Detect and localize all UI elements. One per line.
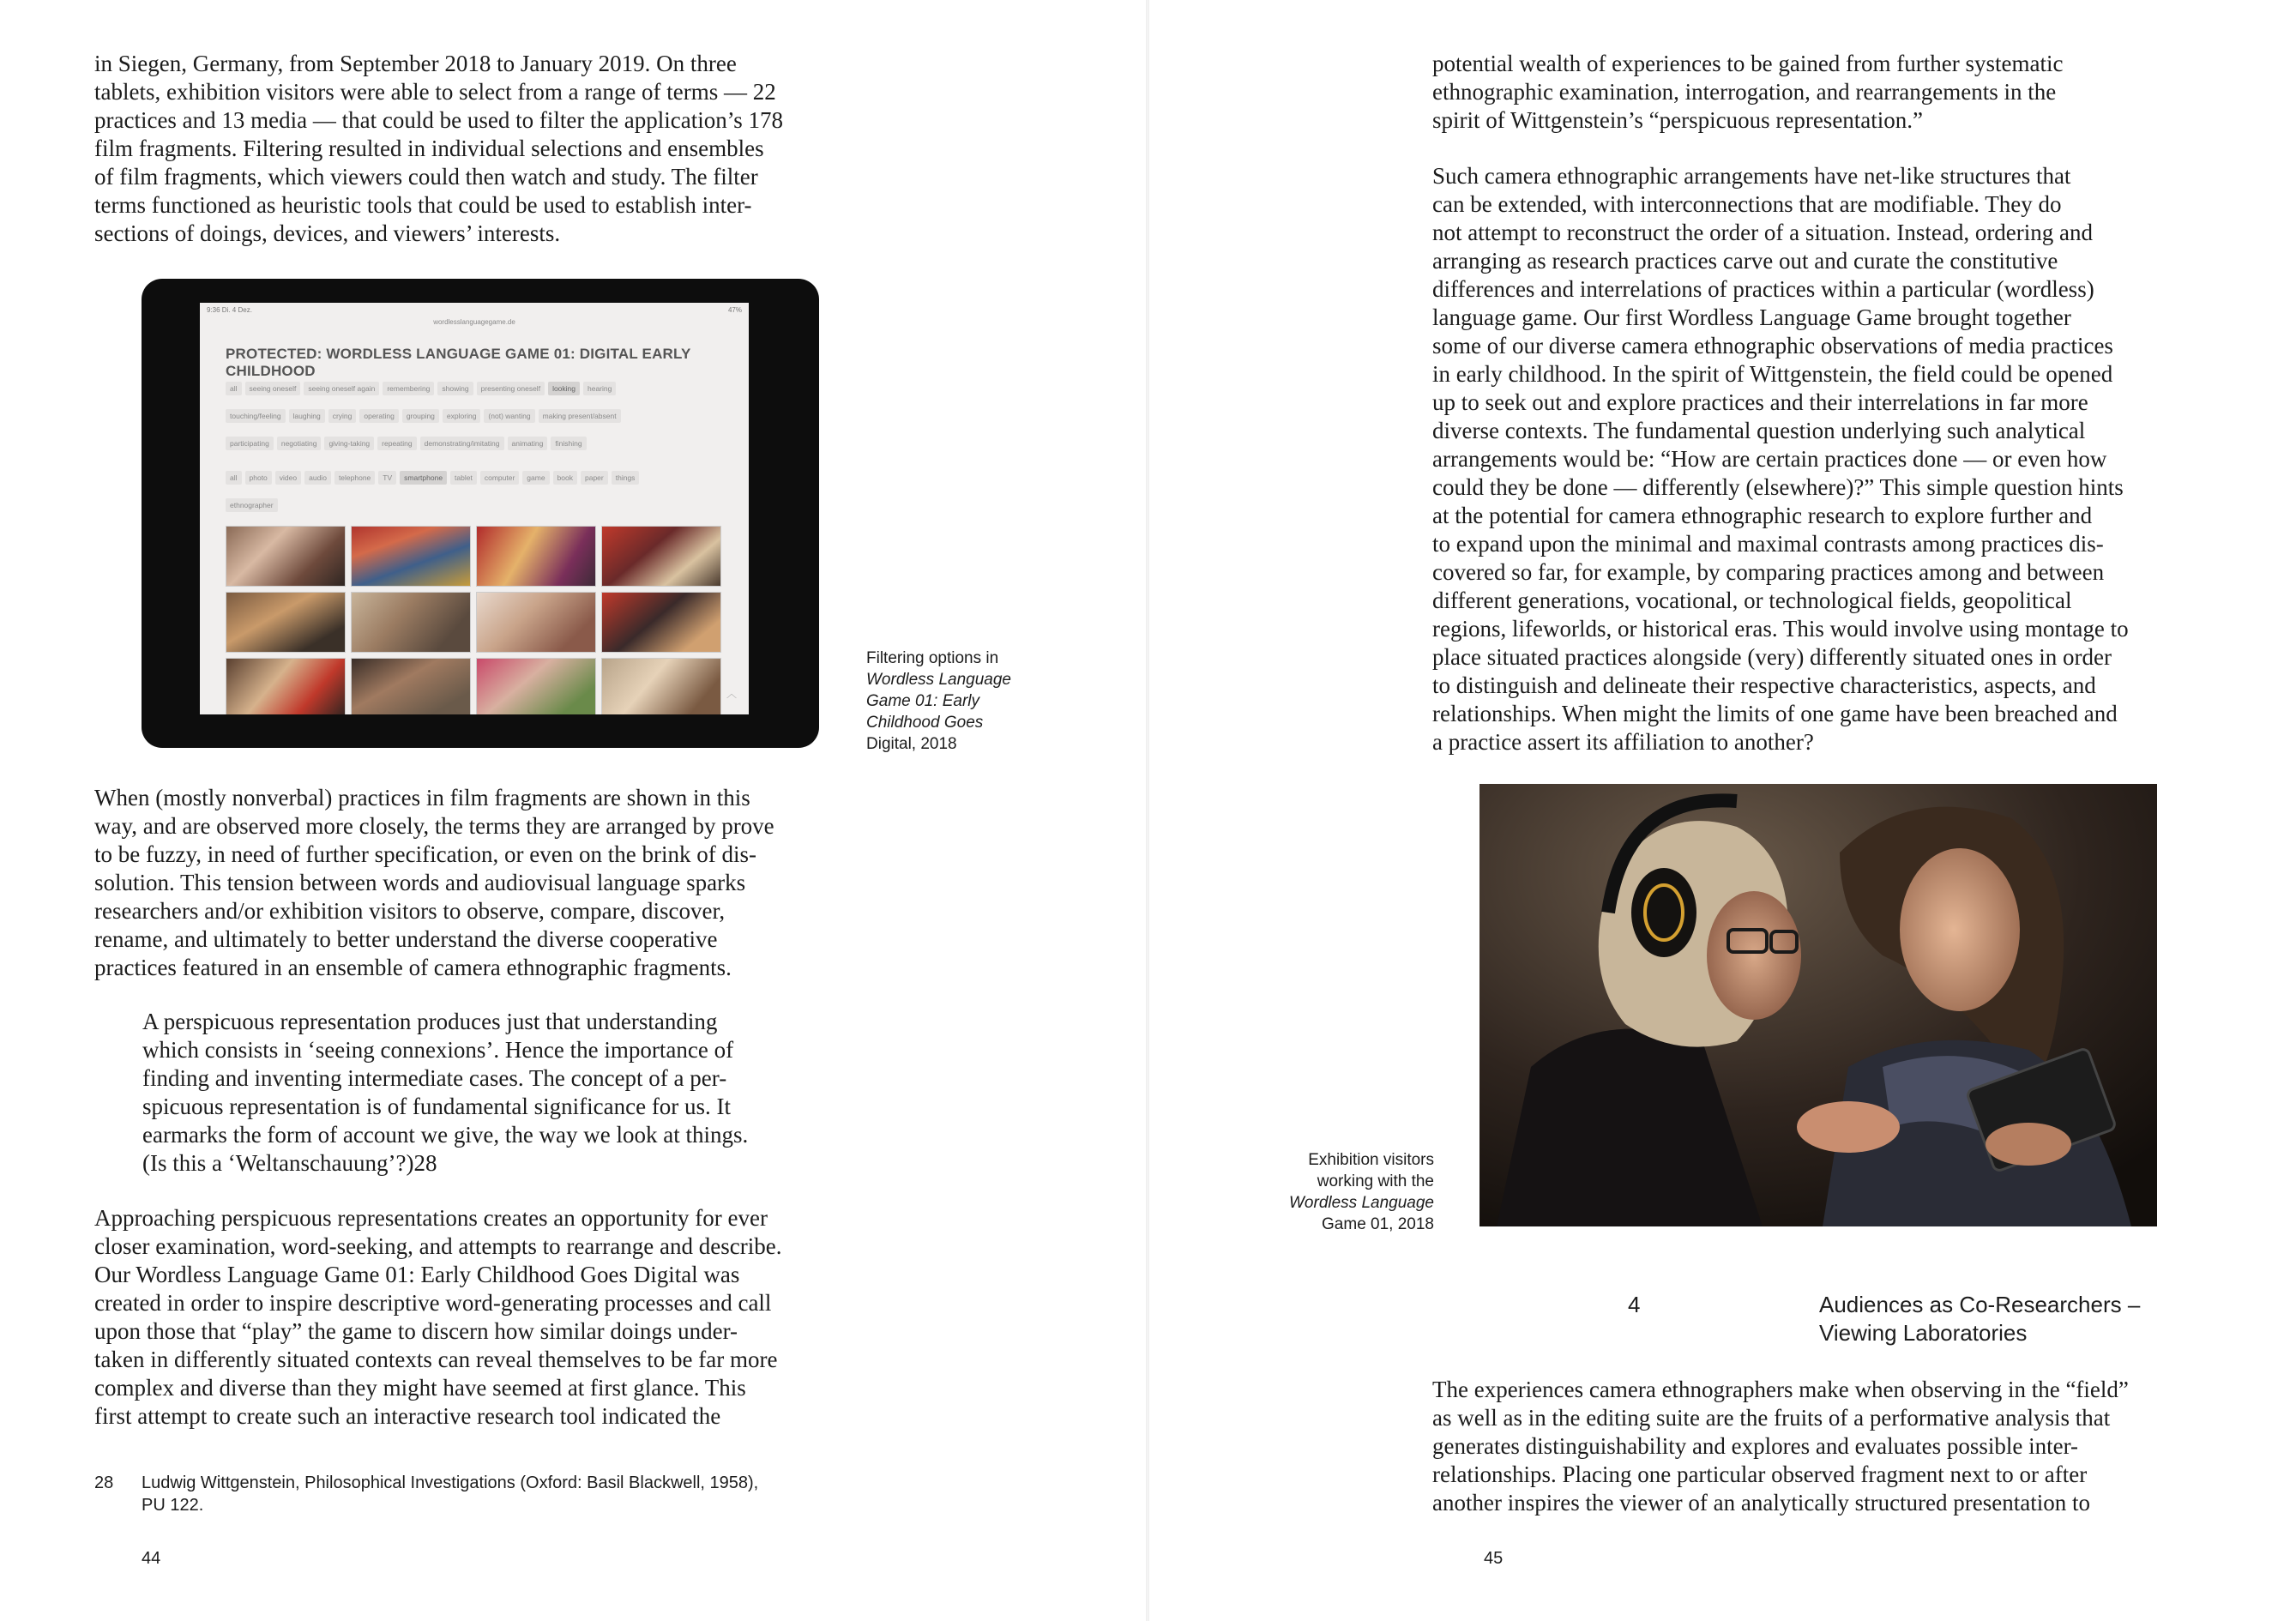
tablet-url: wordlesslanguagegame.de [433,318,515,326]
text-line: complex and diverse than they might have seemed at first glance. This [94,1375,746,1401]
filter-tag[interactable]: grouping [402,409,439,423]
text-line: as well as in the editing suite are the fruits of a performative analysis that [1432,1405,2111,1431]
film-thumbnail[interactable] [601,658,721,714]
text-line: place situated practices alongside (very) differently situated ones in order [1432,644,2112,670]
filter-tag[interactable]: repeating [377,437,416,450]
text-line: covered so far, for example, by comparing practices among and between [1432,559,2105,585]
filter-tag[interactable]: finishing [551,437,586,450]
tablet-screen [200,303,749,714]
status-time: 9:36 Di. 4 Dez. [207,306,252,314]
filter-tag[interactable]: seeing oneself [245,382,301,395]
text-line: The experiences camera ethnographers make when observing in the “field” [1432,1377,2129,1402]
text-line: arrangements would be: “How are certain practices done — or even how [1432,446,2107,472]
text-line: in Siegen, Germany, from September 2018 to January 2019. On three [94,51,737,76]
text-line: potential wealth of experiences to be gained from further systematic [1432,51,2064,76]
film-thumbnail[interactable] [601,526,721,587]
filter-tag[interactable]: photo [245,471,272,485]
filter-tag[interactable]: all [226,471,242,485]
tag-row-practices-2 [226,409,621,423]
right-paragraph-3 [1432,1376,2206,1517]
filter-tag[interactable]: giving-taking [324,437,374,450]
text-line: tablets, exhibition visitors were able to select from a range of terms — 22 [94,79,776,105]
section-heading [1819,1291,2214,1347]
filter-tag[interactable]: participating [226,437,274,450]
filter-tag[interactable]: looking [548,382,580,395]
text-line: finding and inventing intermediate cases. The concept of a per- [142,1065,727,1091]
film-thumbnail[interactable] [476,526,596,587]
text-line: to expand upon the minimal and maximal contrasts among practices dis- [1432,531,2104,557]
text-line: of film fragments, which viewers could then watch and study. The filter [94,164,758,190]
text-line: earmarks the form of account we give, the way we look at things. [142,1122,749,1148]
filter-tag[interactable]: paper [581,471,608,485]
exhibition-visitors-photo [1479,784,2157,1226]
filter-tag[interactable]: making present/absent [539,409,621,423]
text-line: at the potential for camera ethnographic research to explore further and [1432,503,2093,528]
text-line: rename, and ultimately to better understand the diverse cooperative [94,926,718,952]
text-line: Such camera ethnographic arrangements have net-like structures that [1432,163,2071,189]
filter-tag[interactable]: book [553,471,577,485]
film-thumbnail[interactable] [226,526,346,587]
filter-tag[interactable]: touching/feeling [226,409,286,423]
filter-tag[interactable]: video [275,471,301,485]
film-thumbnail[interactable] [226,658,346,714]
footnote-number: 28 [94,1473,114,1492]
text-line: closer examination, word-seeking, and attempts to rearrange and describe. [94,1233,782,1259]
film-thumbnail[interactable] [476,658,596,714]
book-gutter [1146,0,1149,1621]
filter-tag[interactable]: smartphone [400,471,447,485]
text-line: spirit of Wittgenstein’s “perspicuous representation.” [1432,107,1924,133]
heading-line: Audiences as Co-Researchers – [1819,1292,2141,1317]
caption-line: Wordless Language [1289,1194,1434,1212]
filter-tag[interactable]: laughing [289,409,325,423]
caption-line: Digital, 2018 [866,735,957,753]
page-number-left: 44 [142,1549,161,1568]
filter-tag[interactable]: hearing [583,382,616,395]
text-line: arranging as research practices carve out and curate the constitutive [1432,248,2058,274]
film-thumbnail[interactable] [351,592,471,653]
caption-line: Filtering options in [866,649,999,667]
filter-tag[interactable]: negotiating [277,437,322,450]
caption-line: Wordless Language [866,671,1011,689]
filter-tag[interactable]: demonstrating/imitating [420,437,504,450]
text-line: solution. This tension between words and audiovisual language sparks [94,870,746,895]
text-line: generates distinguishability and explores and evaluates possible inter- [1432,1433,2079,1459]
film-fragment-grid [226,526,721,714]
filter-tag[interactable]: seeing oneself again [304,382,379,395]
text-line: terms functioned as heuristic tools that could be used to establish inter- [94,192,752,218]
text-line: researchers and/or exhibition visitors to observe, compare, discover, [94,898,726,924]
text-line: Approaching perspicuous representations creates an opportunity for ever [94,1205,768,1231]
filter-tag[interactable]: telephone [334,471,375,485]
block-quote [142,1008,820,1178]
text-line: to be fuzzy, in need of further specification, or even on the brink of dis- [94,841,756,867]
text-line: which consists in ‘seeing connexions’. Hence the importance of [142,1037,734,1063]
filter-tag[interactable]: all [226,382,242,395]
text-line: to distinguish and delineate their respective characteristics, aspects, and [1432,672,2096,698]
photo-illustration [1479,784,2157,1226]
filter-tag[interactable]: audio [304,471,331,485]
text-line: in early childhood. In the spirit of Wittgenstein, the field could be opened [1432,361,2113,387]
text-line: can be extended, with interconnections that are modifiable. They do [1432,191,2062,217]
footnote-line: PU 122. [142,1496,204,1515]
filter-tag[interactable]: animating [508,437,548,450]
filter-tag[interactable]: showing [437,382,473,395]
page-number-right: 45 [1484,1549,1504,1568]
chevron-up-icon[interactable]: ︿ [726,688,737,700]
text-line: diverse contexts. The fundamental question underlying such analytical [1432,418,2086,443]
heading-line: Viewing Laboratories [1819,1320,2028,1346]
film-thumbnail[interactable] [351,658,471,714]
text-line: not attempt to reconstruct the order of a situation. Instead, ordering and [1432,220,2094,245]
filter-tag[interactable]: remembering [383,382,434,395]
text-line: created in order to inspire descriptive word-generating processes and call [94,1290,772,1316]
text-line: could they be done — differently (elsewhere)?” This simple question hints [1432,474,2124,500]
text-line: another inspires the viewer of an analytically structured presentation to [1432,1490,2090,1516]
filter-tag[interactable]: crying [328,409,357,423]
text-line: first attempt to create such an interactive research tool indicated the [94,1403,721,1429]
footnote-line: Ludwig Wittgenstein, Philosophical Investigations (Oxford: Basil Blackwell, 1958), [142,1473,759,1492]
text-line: upon those that “play” the game to discern how similar doings under- [94,1318,738,1344]
filter-tag[interactable]: things [612,471,640,485]
text-line: some of our diverse camera ethnographic observations of media practices [1432,333,2113,359]
tag-row-extra [226,498,278,512]
tag-row-practices-1 [226,382,616,395]
text-line: language game. Our first Wordless Language Game brought together [1432,304,2071,330]
text-line: relationships. Placing one particular observed fragment next to or after [1432,1461,2088,1487]
tag-row-practices-3 [226,437,587,450]
caption-line: Game 01: Early [866,692,979,710]
section-number: 4 [1628,1292,1641,1317]
right-paragraph-1 [1432,50,2206,135]
text-line: regions, lifeworlds, or historical eras. This would involve using montage to [1432,616,2129,642]
filter-tag[interactable]: (not) wanting [484,409,534,423]
text-line: When (mostly nonverbal) practices in film fragments are shown in this [94,785,750,810]
text-line: differences and interrelations of practices within a particular (wordless) [1432,276,2094,302]
caption-line: Exhibition visitors [1308,1151,1434,1169]
left-paragraph-1 [94,50,866,248]
filter-tag[interactable]: tablet [450,471,477,485]
caption-line: Childhood Goes [866,714,984,732]
filter-tag[interactable]: TV [378,471,396,485]
text-line: spicuous representation is of fundamental significance for us. It [142,1094,732,1119]
text-line: film fragments. Filtering resulted in individual selections and ensembles [94,136,764,161]
film-thumbnail[interactable] [476,592,596,653]
text-line: way, and are observed more closely, the terms they are arranged by prove [94,813,774,839]
filter-tag[interactable]: ethnographer [226,498,278,512]
right-paragraph-2 [1432,162,2206,756]
tag-row-media [226,471,639,485]
text-line: Our Wordless Language Game 01: Early Childhood Goes Digital was [94,1262,740,1287]
text-line: (Is this a ‘Weltanschauung’?)28 [142,1150,437,1176]
status-battery: 47% [727,306,742,314]
photo-figure-caption [1235,1149,1434,1235]
footnote-text [142,1472,845,1516]
text-line: up to seek out and explore practices and their interrelations in far more [1432,389,2088,415]
text-line: relationships. When might the limits of one game have been breached and [1432,701,2118,726]
tablet-app-title: PROTECTED: WORDLESS LANGUAGE GAME 01: DIGITAL EARLY CHILDHOOD [226,346,691,379]
text-line: practices featured in an ensemble of camera ethnographic fragments. [94,955,732,980]
caption-line: working with the [1317,1172,1434,1190]
film-thumbnail[interactable] [351,526,471,587]
filter-tag[interactable]: presenting oneself [477,382,545,395]
text-line: practices and 13 media — that could be used to filter the application’s 178 [94,107,784,133]
text-line: sections of doings, devices, and viewers’ interests. [94,220,561,246]
caption-line: Game 01, 2018 [1322,1215,1434,1233]
text-line: A perspicuous representation produces just that understanding [142,1009,718,1034]
text-line: taken in differently situated contexts can reveal themselves to be far more [94,1347,778,1372]
filter-tag[interactable]: game [522,471,549,485]
left-paragraph-3 [94,1204,866,1431]
filter-tag[interactable]: operating [359,409,398,423]
left-paragraph-2 [94,784,866,982]
filter-tag[interactable]: computer [480,471,519,485]
tablet-figure-caption [866,648,1055,755]
film-thumbnail[interactable] [601,592,721,653]
text-line: different generations, vocational, or technological fields, geopolitical [1432,588,2072,613]
text-line: a practice assert its affiliation to another? [1432,729,1814,755]
filter-tag[interactable]: exploring [443,409,481,423]
tablet-status-bar [207,306,742,314]
text-line: ethnographic examination, interrogation, and rearrangements in the [1432,79,2057,105]
film-thumbnail[interactable] [226,592,346,653]
tablet-photo [142,279,819,748]
